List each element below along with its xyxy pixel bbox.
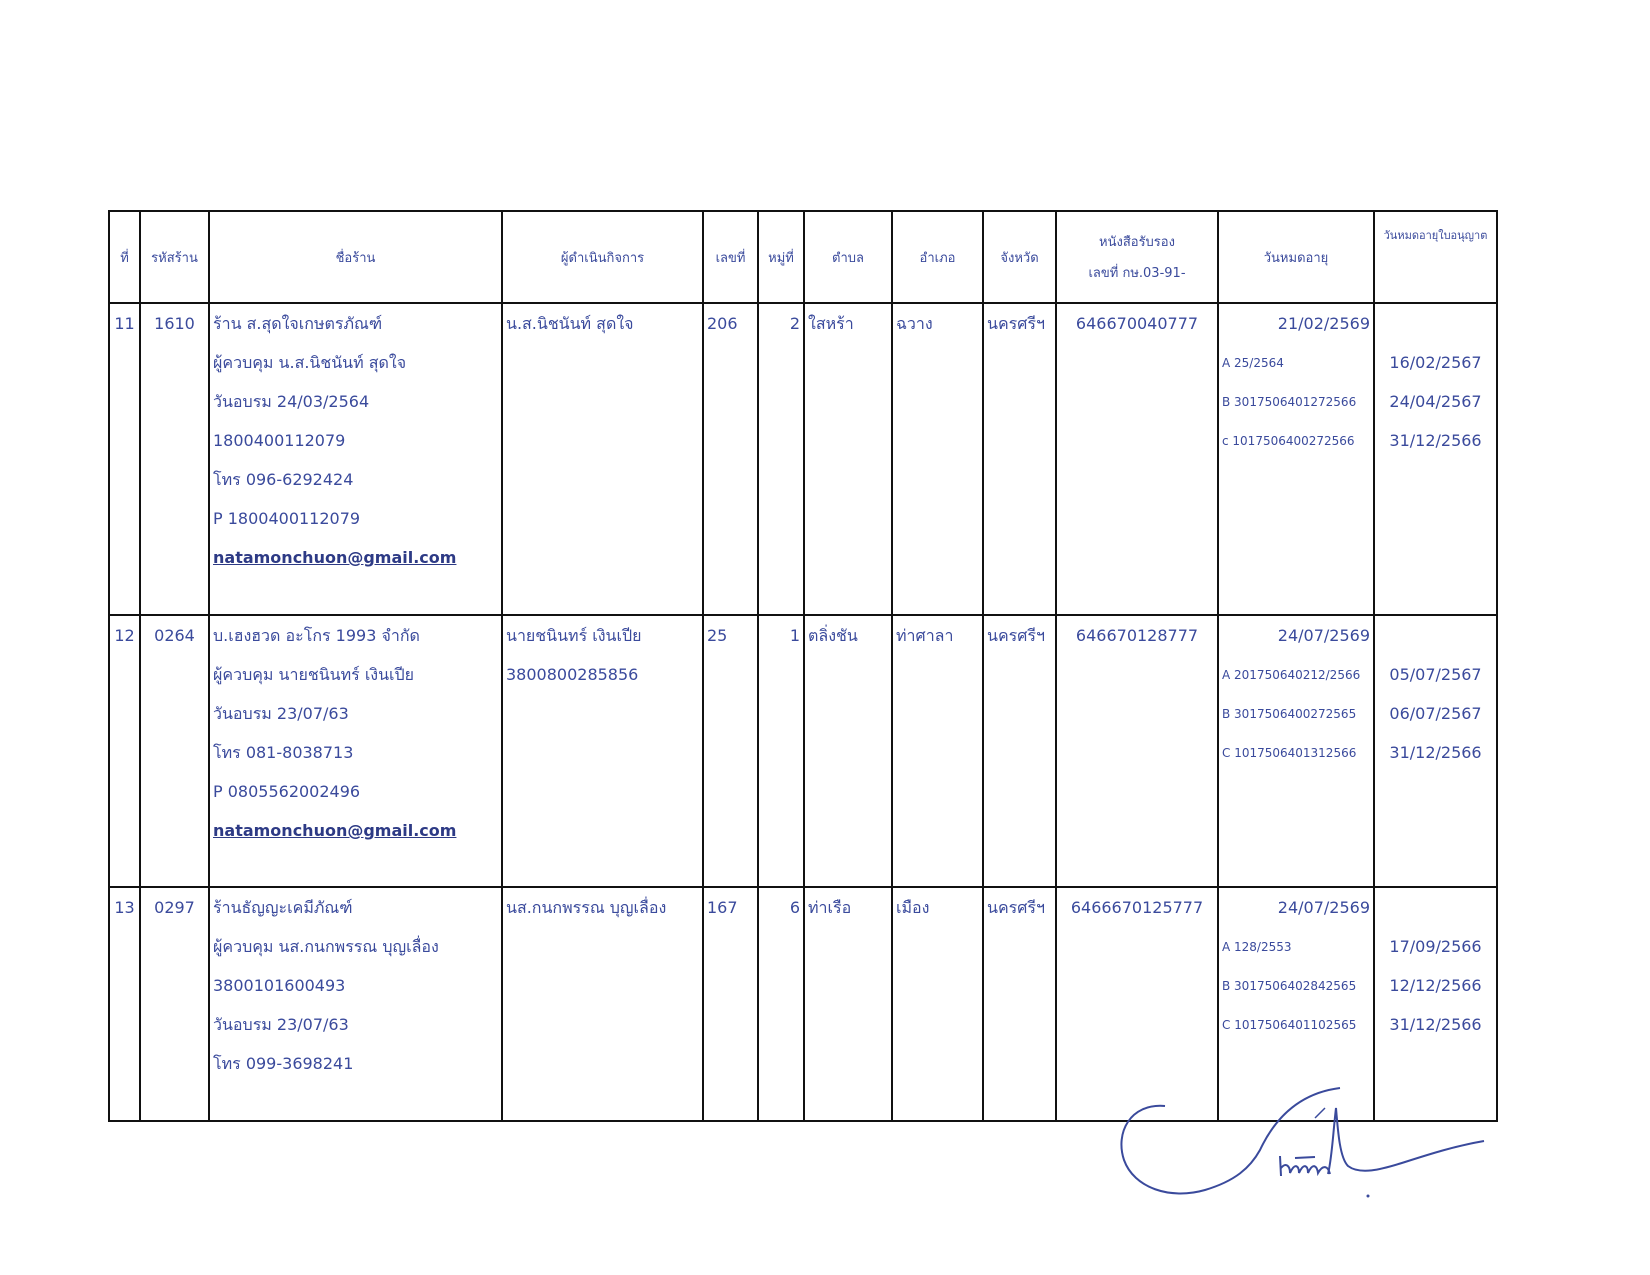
header-province: จังหวัด [983,211,1056,303]
header-license-expire: วันหมดอายุใบอนุญาต [1374,211,1497,303]
province: นครศรีฯ [987,314,1045,333]
email-link[interactable]: natamonchuon@gmail.com [213,821,457,840]
shop-info-line: วันอบรม 24/03/2564 [213,392,370,411]
signature [1110,1078,1490,1218]
cell-house [703,887,758,1121]
row-number: 11 [114,314,135,333]
license-number: A 128/2553 [1222,940,1292,954]
cell-moo [758,303,804,615]
registry-table [108,210,1498,1122]
amphoe: เมือง [896,898,930,917]
house-number: 167 [707,898,738,917]
header-cert [1056,211,1218,303]
cell-moo [758,887,804,1121]
header-no: ที่ [109,211,140,303]
row-number: 13 [114,898,135,917]
cell-province [983,887,1056,1121]
header-tambon: ตำบล [804,211,892,303]
tambon: ตลิ่งชัน [808,626,858,645]
cell-operator [502,615,703,887]
header-house: เลขที่ [703,211,758,303]
cell-amphoe [892,887,983,1121]
cell-no [109,303,140,615]
license-number: B 3017506400272565 [1222,707,1357,721]
shop-code: 0264 [154,626,195,645]
cell-house [703,303,758,615]
cell-code [140,303,209,615]
cell-cert [1056,615,1218,887]
shop-code: 0297 [154,898,195,917]
header-cert-title: หนังสือรับรอง [1099,235,1175,250]
tambon: ท่าเรือ [808,898,852,917]
email-link[interactable]: natamonchuon@gmail.com [213,548,457,567]
license-number: C 1017506401102565 [1222,1018,1357,1032]
license-expire-date: 16/02/2567 [1389,353,1482,372]
license-number: A 201750640212/2566 [1222,668,1361,682]
license-expire-date: 06/07/2567 [1389,704,1482,723]
cell-moo [758,615,804,887]
cell-tambon [804,615,892,887]
license-expire-date: 05/07/2567 [1389,665,1482,684]
cell-province [983,615,1056,887]
header-row [109,211,1497,303]
cell-expire [1218,303,1374,615]
shop-info-line: โทร 096-6292424 [213,470,354,489]
license-expire-date: 24/04/2567 [1389,392,1482,411]
amphoe: ท่าศาลา [896,626,954,645]
expire-date: 24/07/2569 [1277,898,1370,917]
license-number: B 3017506401272566 [1222,395,1357,409]
header-expire: วันหมดอายุ [1218,211,1374,303]
cell-amphoe [892,303,983,615]
expire-date: 21/02/2569 [1277,314,1370,333]
license-number: B 3017506402842565 [1222,979,1357,993]
cell-code [140,887,209,1121]
operator-line: น.ส.นิชนันท์ สุดใจ [506,314,634,333]
table-row [109,615,1497,887]
cell-cert [1056,303,1218,615]
license-expire-date: 31/12/2566 [1389,743,1482,762]
cell-province [983,303,1056,615]
header-shop: ชื่อร้าน [209,211,502,303]
cell-license-expire [1374,303,1497,615]
cell-tambon [804,887,892,1121]
cell-shop [209,303,502,615]
house-number: 25 [707,626,728,645]
cell-operator [502,303,703,615]
header-moo: หมู่ที่ [758,211,804,303]
cell-amphoe [892,615,983,887]
license-expire-date: 17/09/2566 [1389,937,1482,956]
shop-info-line: ร้านธัญญะเคมีภัณฑ์ [213,898,353,917]
cert-number: 646670128777 [1075,626,1199,645]
house-number: 206 [707,314,738,333]
cell-house [703,615,758,887]
shop-code: 1610 [154,314,195,333]
province: นครศรีฯ [987,898,1045,917]
shop-info-line: วันอบรม 23/07/63 [213,704,349,723]
cell-no [109,887,140,1121]
operator-line: นส.กนกพรรณ บุญเลื่อง [506,898,667,917]
cert-number: 6466670125777 [1070,898,1204,917]
shop-info-line: ผู้ควบคุม นส.กนกพรรณ บุญเลื่อง [213,937,439,956]
cell-shop [209,615,502,887]
expire-date: 24/07/2569 [1277,626,1370,645]
operator-line: 3800800285856 [506,665,639,684]
cell-code [140,615,209,887]
shop-info-line: ผู้ควบคุม น.ส.นิชนันท์ สุดใจ [213,353,407,372]
shop-info-line: 3800101600493 [213,976,346,995]
shop-info-line: 1800400112079 [213,431,346,450]
operator-line: นายชนินทร์ เงินเปีย [506,626,642,645]
header-code: รหัสร้าน [140,211,209,303]
shop-info-line: วันอบรม 23/07/63 [213,1015,349,1034]
cell-shop [209,887,502,1121]
license-number: c 1017506400272566 [1222,434,1355,448]
shop-info-line: P 0805562002496 [213,782,361,801]
shop-info-line: บ.เฮงฮวด อะโกร 1993 จำกัด [213,626,420,645]
moo-number: 1 [789,626,800,645]
shop-info-line: โทร 099-3698241 [213,1054,354,1073]
tambon: ใสหร้า [808,314,854,333]
shop-info-line: P 1800400112079 [213,509,361,528]
license-number: A 25/2564 [1222,356,1284,370]
license-number: C 1017506401312566 [1222,746,1357,760]
header-amphoe: อำเภอ [892,211,983,303]
moo-number: 2 [789,314,800,333]
cell-no [109,615,140,887]
license-expire-date: 12/12/2566 [1389,976,1482,995]
cell-tambon [804,303,892,615]
province: นครศรีฯ [987,626,1045,645]
cell-license-expire [1374,615,1497,887]
header-cert-sub: เลขที่ กษ.03-91- [1088,266,1186,281]
license-expire-date: 31/12/2566 [1389,1015,1482,1034]
cell-operator [502,887,703,1121]
row-number: 12 [114,626,135,645]
cert-number: 646670040777 [1075,314,1199,333]
cell-expire [1218,615,1374,887]
shop-info-line: ร้าน ส.สุดใจเกษตรภัณฑ์ [213,314,383,333]
shop-info-line: ผู้ควบคุม นายชนินทร์ เงินเปีย [213,665,415,684]
header-operator: ผู้ดำเนินกิจการ [502,211,703,303]
table-row [109,303,1497,615]
moo-number: 6 [789,898,800,917]
shop-info-line: โทร 081-8038713 [213,743,354,762]
license-expire-date: 31/12/2566 [1389,431,1482,450]
amphoe: ฉวาง [896,314,933,333]
